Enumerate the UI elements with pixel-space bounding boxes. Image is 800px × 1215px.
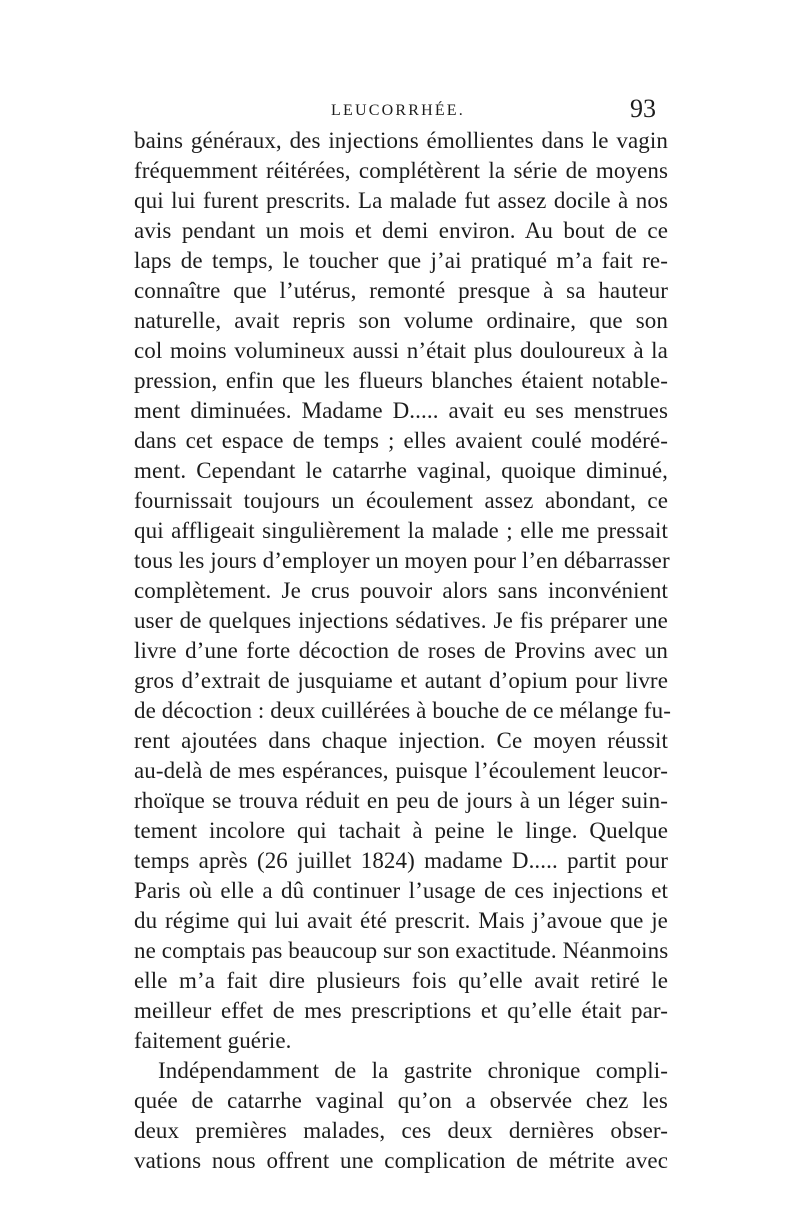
text-line: tement incolore qui tachait à peine le linge. Quelque <box>134 818 668 843</box>
page-number: 93 <box>630 94 656 123</box>
text-line: qui lui furent prescrits. La malade fut assez docile à nos <box>134 188 668 213</box>
text-line: temps après (26 juillet 1824) madame D..... partit pour <box>134 848 668 873</box>
text-line: ne comptais pas beaucoup sur son exactitude. Néanmoins <box>134 938 669 963</box>
paragraph-end-line: faitement guérie. <box>134 1028 292 1053</box>
text-line: bains généraux, des injections émollientes dans le vagin <box>134 128 668 153</box>
text-line: pression, enfin que les flueurs blanches étaient notable- <box>134 368 668 393</box>
text-line: de décoction : deux cuillérées à bouche de ce mélange fu- <box>134 698 672 723</box>
text-line: du régime qui lui avait été prescrit. Mais j’avoue que je <box>134 908 668 933</box>
text-line: au-delà de mes espérances, puisque l’écoulement leucor- <box>134 758 668 783</box>
text-line: meilleur effet de mes prescriptions et qu’elle était par- <box>134 998 668 1023</box>
text-line: laps de temps, le toucher que j’ai pratiqué m’a fait re- <box>134 248 668 273</box>
text-line: dans cet espace de temps ; elles avaient coulé modéré- <box>134 428 668 453</box>
text-line: naturelle, avait repris son volume ordinaire, que son <box>134 308 668 333</box>
text-line: livre d’une forte décoction de roses de Provins avec un <box>134 638 668 663</box>
text-line: fournissait toujours un écoulement assez abondant, ce <box>134 488 668 513</box>
text-line: vations nous offrent une complication de métrite avec <box>134 1148 668 1173</box>
text-line: rent ajoutées dans chaque injection. Ce moyen réussit <box>134 728 668 753</box>
text-line: Paris où elle a dû continuer l’usage de ces injections et <box>134 878 668 903</box>
text-line: ment diminuées. Madame D..... avait eu ses menstrues <box>134 398 668 423</box>
text-line: qui affligeait singulièrement la malade ; elle me pressait <box>134 518 668 543</box>
body-text <box>134 126 672 1176</box>
text-line: gros d’extrait de jusquiame et autant d’opium pour livre <box>134 668 668 693</box>
text-line: rhoïque se trouva réduit en peu de jours à un léger suin- <box>134 788 668 813</box>
text-line: deux premières malades, ces deux dernières obser- <box>134 1118 668 1143</box>
text-line: col moins volumineux aussi n’était plus douloureux à la <box>134 338 668 363</box>
paragraph-start-line: Indépendamment de la gastrite chronique compli- <box>158 1058 668 1083</box>
text-line: connaître que l’utérus, remonté presque à sa hauteur <box>134 278 668 303</box>
text-line: fréquemment réitérées, complétèrent la série de moyens <box>134 158 668 183</box>
text-line: avis pendant un mois et demi environ. Au bout de ce <box>134 218 668 243</box>
text-line: user de quelques injections sédatives. Je fis préparer une <box>134 608 668 633</box>
running-title: LEUCORRHÉE. <box>331 102 465 119</box>
text-line: ment. Cependant le catarrhe vaginal, quoique diminué, <box>134 458 668 483</box>
text-line: complètement. Je crus pouvoir alors sans inconvénient <box>134 578 668 603</box>
text-line: elle m’a fait dire plusieurs fois qu’elle avait retiré le <box>134 968 668 993</box>
running-head <box>138 96 658 126</box>
text-line: quée de catarrhe vaginal qu’on a observée chez les <box>134 1088 668 1113</box>
text-line: tous les jours d’employer un moyen pour l’en débarrasser <box>134 548 670 573</box>
